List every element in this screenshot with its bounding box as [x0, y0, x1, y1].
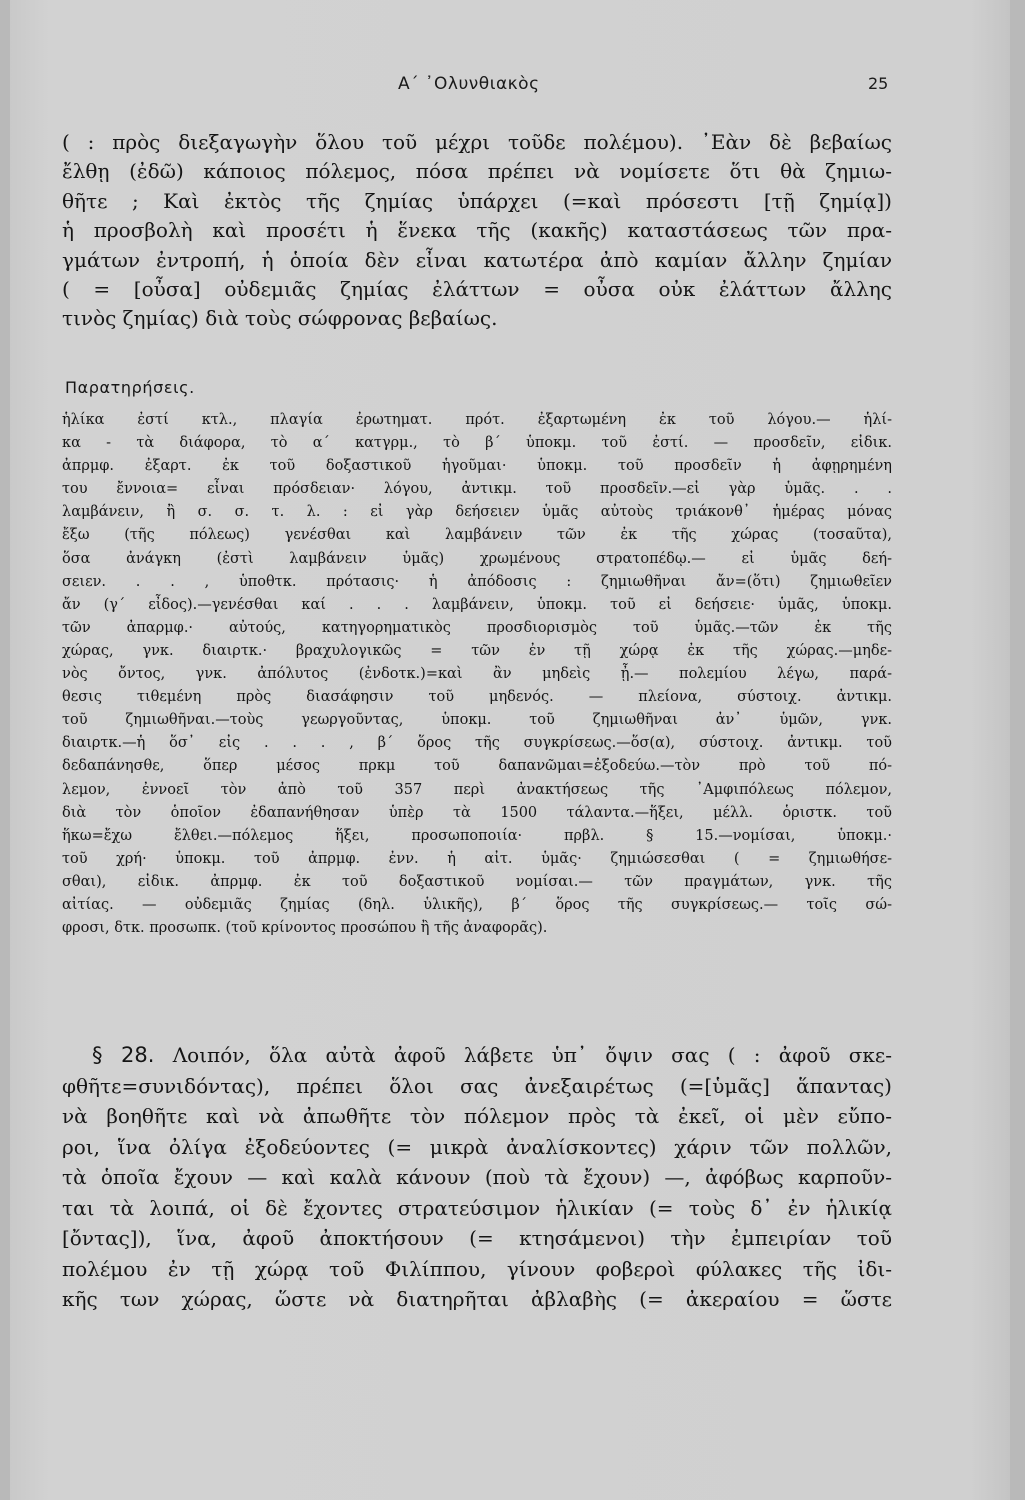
notes-text [62, 409, 892, 940]
text-line: ( = [οὖσα] οὐδεμιᾶς ζημίας ἐλάττων = οὖσα οὐκ ἐλάττων ἄλλης [62, 277, 892, 302]
note-line: τοῦ χρή· ὑποκμ. τοῦ ἀπρμφ. ἐνν. ἡ αἰτ. ὑμᾶς· ζημιώσεσθαι ( = ζημιωθήσε- [62, 850, 892, 867]
note-line: λεμον, ἐννοεῖ τὸν ἀπὸ τοῦ 357 περὶ ἀνακτήσεως τῆς ᾿Αμφιπόλεως πόλεμον, [62, 781, 892, 798]
note-line: σειεν. . . , ὑποθτκ. πρότασις· ἡ ἀπόδοσις : ζημιωθῆναι ἄν=(ὅτι) ζημιωθεῖεν [62, 573, 892, 590]
text-line: θῆτε ; Καὶ ἐκτὸς τῆς ζημίας ὑπάρχει (=καὶ πρόσεστι [τῇ ζημίᾳ]) [62, 188, 892, 213]
section-first-line-text: Λοιπόν, ὅλα αὐτὰ ἀφοῦ λάβετε ὑπ᾿ ὄψιν σας ( : ἀφοῦ σκε- [172, 1043, 893, 1067]
note-line: διαιρτκ.—ἡ ὅσ᾿ εἰς . . . , β΄ ὅρος τῆς συγκρίσεως.—ὅσ(α), σύστοιχ. ἀντικμ. τοῦ [62, 735, 892, 752]
note-line: ἥκω=ἔχω ἔλθει.—πόλεμος ἥξει, προσωποποιία· πρβλ. § 15.—νομίσαι, ὑποκμ.· [62, 827, 892, 844]
note-line: θεσις τιθεμένη πρὸς διασάφησιν τοῦ μηδενός. — πλείονα, σύστοιχ. ἀντικμ. [62, 689, 892, 706]
section-line: κῆς των χώρας, ὥστε νὰ διατηρῆται ἀβλαβὴς (= ἀκεραίου = ὥστε [62, 1287, 892, 1311]
note-line: ἄν (γ΄ εἶδος).—γενέσθαι καί . . . λαμβάνειν, ὑποκμ. τοῦ εἰ δεήσειε· ὑμᾶς, ὑποκμ. [62, 596, 892, 613]
section-line: [ὄντας]), ἵνα, ἀφοῦ ἀποκτήσουν (= κτησάμενοι) τὴν ἐμπειρίαν τοῦ [62, 1226, 892, 1250]
text-line: γμάτων ἐντροπή, ἡ ὁποία δὲν εἶναι κατωτέρα ἀπὸ καμίαν ἄλλην ζημίαν [62, 247, 892, 272]
note-line: τῶν ἀπαρμφ.· αὐτούς, κατηγορηματικὸς προσδιορισμὸς τοῦ ὑμᾶς.—τῶν ἐκ τῆς [62, 619, 892, 636]
note-line: νὸς ὄντος, γνκ. ἀπόλυτος (ἐνδοτκ.)=καὶ ἂν μηδεὶς ᾖ.— πολεμίου λέγω, παρά- [62, 666, 892, 683]
section-mark: § 28. [92, 1043, 155, 1067]
note-line: χώρας, γνκ. διαιρτκ.· βραχυλογικῶς = τῶν ἐν τῇ χώρᾳ ἐκ τῆς χώρας.—μηδε- [62, 642, 892, 659]
text-line: ἔλθῃ (ἐδῶ) κάποιος πόλεμος, πόσα πρέπει νὰ νομίσετε ὅτι θὰ ζημιω- [62, 159, 892, 184]
note-line: κα - τὰ διάφορα, τὸ α΄ κατγρμ., τὸ β΄ ὑποκμ. τοῦ ἐστί. — προσδεῖν, εἰδικ. [62, 435, 892, 452]
section-first-line [62, 1040, 892, 1071]
page-number: 25 [868, 74, 889, 93]
note-line: δεδαπάνησθε, ὅπερ μέσος πρκμ τοῦ δαπανῶμαι=ἐξοδεύω.—τὸν πρὸ τοῦ πό- [62, 758, 892, 775]
running-title: Α΄ ᾿Ολυνθιακὸς [398, 74, 540, 94]
note-line: του ἔννοια= εἶναι πρόσδειαν· λόγου, ἀντικμ. τοῦ προσδεῖν.—εἰ γὰρ ὑμᾶς. . . [62, 481, 892, 498]
note-line: αἰτίας. — οὐδεμιᾶς ζημίας (δηλ. ὑλικῆς), β΄ ὅρος τῆς συγκρίσεως.— τοῖς σώ- [62, 896, 892, 913]
text-line: ἡ προσβολὴ καὶ προσέτι ἡ ἕνεκα τῆς (κακῆς) καταστάσεως τῶν πρα- [62, 218, 892, 243]
text-line: τινὸς ζημίας) διὰ τοὺς σώφρονας βεβαίως. [62, 306, 498, 331]
text-line: ( : πρὸς διεξαγωγὴν ὅλου τοῦ μέχρι τοῦδε πολέμου). ᾿Εὰν δὲ βεβαίως [62, 130, 892, 154]
section-line: τὰ ὁποῖα ἔχουν — καὶ καλὰ κάνουν (ποὺ τὰ ἔχουν) —, ἀφόβως καρποῦν- [62, 1165, 892, 1189]
note-line: ἔξω (τῆς πόλεως) γενέσθαι καὶ λαμβάνειν τῶν ἐκ τῆς χώρας (τοσαῦτα), [62, 527, 892, 544]
main-translation-text [62, 128, 892, 334]
page-header [10, 74, 1010, 104]
note-line: σθαι), εἰδικ. ἀπρμφ. ἐκ τοῦ δοξαστικοῦ νομίσαι.— τῶν πραγμάτων, γνκ. τῆς [62, 873, 892, 890]
note-line: διὰ τὸν ὁποῖον ἐδαπανήθησαν ὑπὲρ τὰ 1500 τάλαντα.—ἥξει, μέλλ. ὁριστκ. τοῦ [62, 804, 892, 821]
note-line: τοῦ ζημιωθῆναι.—τοὺς γεωργοῦντας, ὑποκμ. τοῦ ζημιωθῆναι ἀν᾿ ὑμῶν, γνκ. [62, 712, 892, 729]
note-line: λαμβάνειν, ἢ σ. σ. τ. λ. : εἰ γὰρ δεήσειεν ὑμᾶς αὐτοὺς τριάκονθ᾿ ἡμέρας μόνας [62, 504, 892, 521]
section-line: ται τὰ λοιπά, οἱ δὲ ἔχοντες στρατεύσιμον ἡλικίαν (= τοὺς δ᾿ ἐν ἡλικίᾳ [62, 1195, 892, 1220]
section-line: φθῆτε=συνιδόντας), πρέπει ὅλοι σας ἀνεξαιρέτως (=[ὑμᾶς] ἅπαντας) [62, 1073, 892, 1098]
section-line: νὰ βοηθῆτε καὶ νὰ ἀπωθῆτε τὸν πόλεμον πρὸς τὰ ἐκεῖ, οἱ μὲν εὔπο- [62, 1104, 892, 1128]
note-line: ὅσα ἀνάγκη (ἐστὶ λαμβάνειν ὑμᾶς) χρωμένους στρατοπέδῳ.— εἰ ὑμᾶς δεή- [62, 550, 892, 567]
book-page [10, 0, 1010, 1500]
section-line: πολέμου ἐν τῇ χώρᾳ τοῦ Φιλίππου, γίνουν φοβεροὶ φύλακες τῆς ἰδι- [62, 1256, 892, 1281]
note-line: φροσι, δτκ. προσωπκ. (τοῦ κρίνοντος προσώπου ἢ τῆς ἀναφορᾶς). [62, 920, 548, 937]
notes-heading: Παρατηρήσεις. [65, 378, 195, 397]
section-28-text [62, 1040, 892, 1315]
note-line: ἡλίκα ἐστί κτλ., πλαγία ἐρωτηματ. πρότ. ἐξαρτωμένη ἐκ τοῦ λόγου.— ἡλί- [62, 412, 892, 428]
section-line: ροι, ἵνα ὀλίγα ἐξοδεύοντες (= μικρὰ ἀναλίσκοντες) χάριν τῶν πολλῶν, [62, 1134, 892, 1159]
note-line: ἀπρμφ. ἐξαρτ. ἐκ τοῦ δοξαστικοῦ ἡγοῦμαι· ὑποκμ. τοῦ προσδεῖν ἡ ἀφῃρημένη [62, 458, 892, 475]
